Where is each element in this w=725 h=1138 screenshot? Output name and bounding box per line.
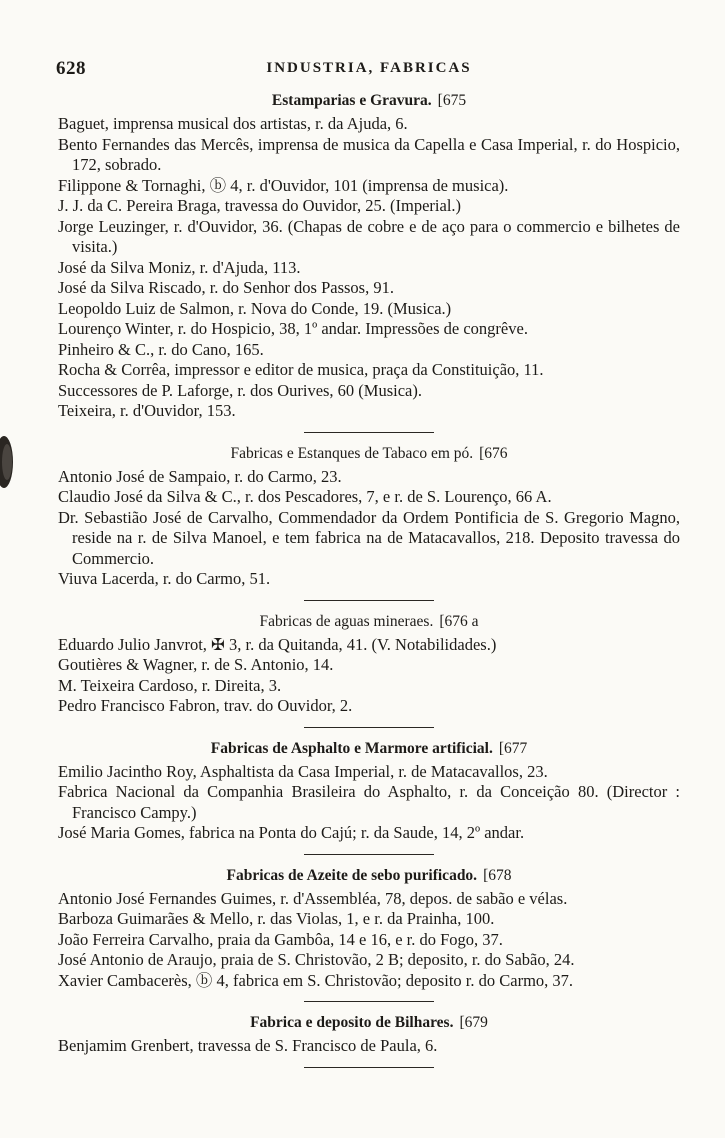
list-item: Dr. Sebastião José de Carvalho, Commendador da Ordem Pontificia de S. Gregorio Magno, reside na r. de Silva Manoel, e tem fabrica na de Matacavallos, 218. Deposito travessa do Commercio.	[58, 507, 680, 568]
list-item: Lourenço Winter, r. do Hospicio, 38, 1º andar. Impressões de congrêve.	[58, 319, 528, 338]
list-item: Antonio José Fernandes Guimes, r. d'Assembléa, 78, depos. de sabão e vélas.	[58, 888, 568, 908]
list-item: Baguet, imprensa musical dos artistas, r. da Ajuda, 6.	[58, 114, 408, 133]
list-item: Antonio José de Sampaio, r. do Carmo, 23.	[58, 466, 342, 486]
section-heading	[58, 867, 680, 885]
section-heading	[58, 740, 680, 758]
section-676a	[58, 613, 680, 717]
page-number: 628	[56, 58, 86, 79]
section-675	[58, 92, 680, 422]
list-item: Jorge Leuzinger, r. d'Ouvidor, 36. (Chapas de cobre e de aço para o commercio e bilhetes de visita.)	[58, 216, 680, 256]
section-number: [677	[498, 739, 528, 757]
section-677	[58, 740, 680, 844]
list-item: Filippone & Tornaghi, ⓑ 4, r. d'Ouvidor, 101 (imprensa de musica).	[58, 175, 509, 195]
list-item: José da Silva Riscado, r. do Senhor dos Passos, 91.	[58, 278, 394, 297]
list-item: Claudio José da Silva & C., r. dos Pescadores, 7, e r. de S. Lourenço, 66 A.	[58, 487, 552, 506]
list-item: José da Silva Moniz, r. d'Ajuda, 113.	[58, 257, 301, 277]
list-item: Successores de P. Laforge, r. dos Ourives, 60 (Musica).	[58, 380, 422, 400]
list-item: Teixeira, r. d'Ouvidor, 153.	[58, 401, 236, 420]
section-676	[58, 445, 680, 590]
section-title: Fabrica e deposito de Bilhares.	[250, 1014, 454, 1031]
ink-blot-decoration	[0, 432, 22, 492]
section-divider	[304, 727, 434, 728]
running-title: INDUSTRIA, FABRICAS	[266, 60, 472, 76]
list-item: Eduardo Julio Janvrot, ✠ 3, r. da Quitanda, 41. (V. Notabilidades.)	[58, 634, 497, 654]
section-divider	[304, 1067, 434, 1068]
section-title: Fabricas e Estanques de Tabaco em pó.	[230, 444, 474, 462]
list-item: J. J. da C. Pereira Braga, travessa do Ouvidor, 25. (Imperial.)	[58, 196, 462, 215]
section-title: Fabricas de aguas mineraes.	[259, 612, 434, 630]
section-number: [676	[479, 444, 508, 462]
section-heading	[58, 445, 680, 463]
list-item: Leopoldo Luiz de Salmon, r. Nova do Conde, 19. (Musica.)	[58, 298, 452, 318]
directory-page	[58, 56, 680, 1080]
list-item: Pinheiro & C., r. do Cano, 165.	[58, 339, 264, 359]
section-number: [679	[459, 1014, 488, 1031]
list-item: Fabrica Nacional da Companhia Brasileira do Asphalto, r. da Conceição 80. (Director : Francisco Campy.)	[58, 782, 680, 822]
list-item: M. Teixeira Cardoso, r. Direita, 3.	[58, 675, 282, 695]
section-title: Estamparias e Gravura.	[271, 92, 432, 109]
section-title: Fabricas de Asphalto e Marmore artificial.	[210, 739, 493, 757]
section-divider	[304, 432, 434, 433]
list-item: João Ferreira Carvalho, praia da Gambôa, 14 e 16, e r. do Fogo, 37.	[58, 929, 503, 949]
list-item: Emilio Jacintho Roy, Asphaltista da Casa Imperial, r. de Matacavallos, 23.	[58, 761, 548, 781]
list-item: Pedro Francisco Fabron, trav. do Ouvidor, 2.	[58, 696, 353, 715]
list-item: Goutières & Wagner, r. de S. Antonio, 14.	[58, 655, 334, 674]
section-number: [678	[483, 866, 512, 884]
list-item: José Antonio de Araujo, praia de S. Christovão, 2 B; deposito, r. do Sabão, 24.	[58, 950, 575, 969]
list-item: Bento Fernandes das Mercês, imprensa de musica da Capella e Casa Imperial, r. do Hospicio, 172, sobrado.	[58, 134, 680, 174]
list-item: Rocha & Corrêa, impressor e editor de musica, praça da Constituição, 11.	[58, 360, 544, 379]
list-item: Xavier Cambacerès, ⓑ 4, fabrica em S. Christovão; deposito r. do Carmo, 37.	[58, 970, 574, 990]
list-item: Barboza Guimarães & Mello, r. das Violas, 1, e r. da Prainha, 100.	[58, 909, 495, 928]
list-item: Viuva Lacerda, r. do Carmo, 51.	[58, 569, 271, 588]
section-heading	[58, 1014, 680, 1032]
page-header	[58, 56, 680, 86]
section-679	[58, 1014, 680, 1057]
section-divider	[304, 1001, 434, 1002]
list-item: Benjamim Grenbert, travessa de S. Francisco de Paula, 6.	[58, 1036, 438, 1055]
section-678	[58, 867, 680, 992]
section-divider	[304, 600, 434, 601]
section-number: [676 a	[439, 612, 479, 630]
section-heading	[58, 613, 680, 631]
section-divider	[304, 854, 434, 855]
list-item: José Maria Gomes, fabrica na Ponta do Cajú; r. da Saude, 14, 2º andar.	[58, 823, 525, 842]
section-heading	[58, 92, 680, 110]
section-title: Fabricas de Azeite de sebo purificado.	[226, 866, 478, 884]
section-number: [675	[437, 92, 467, 109]
